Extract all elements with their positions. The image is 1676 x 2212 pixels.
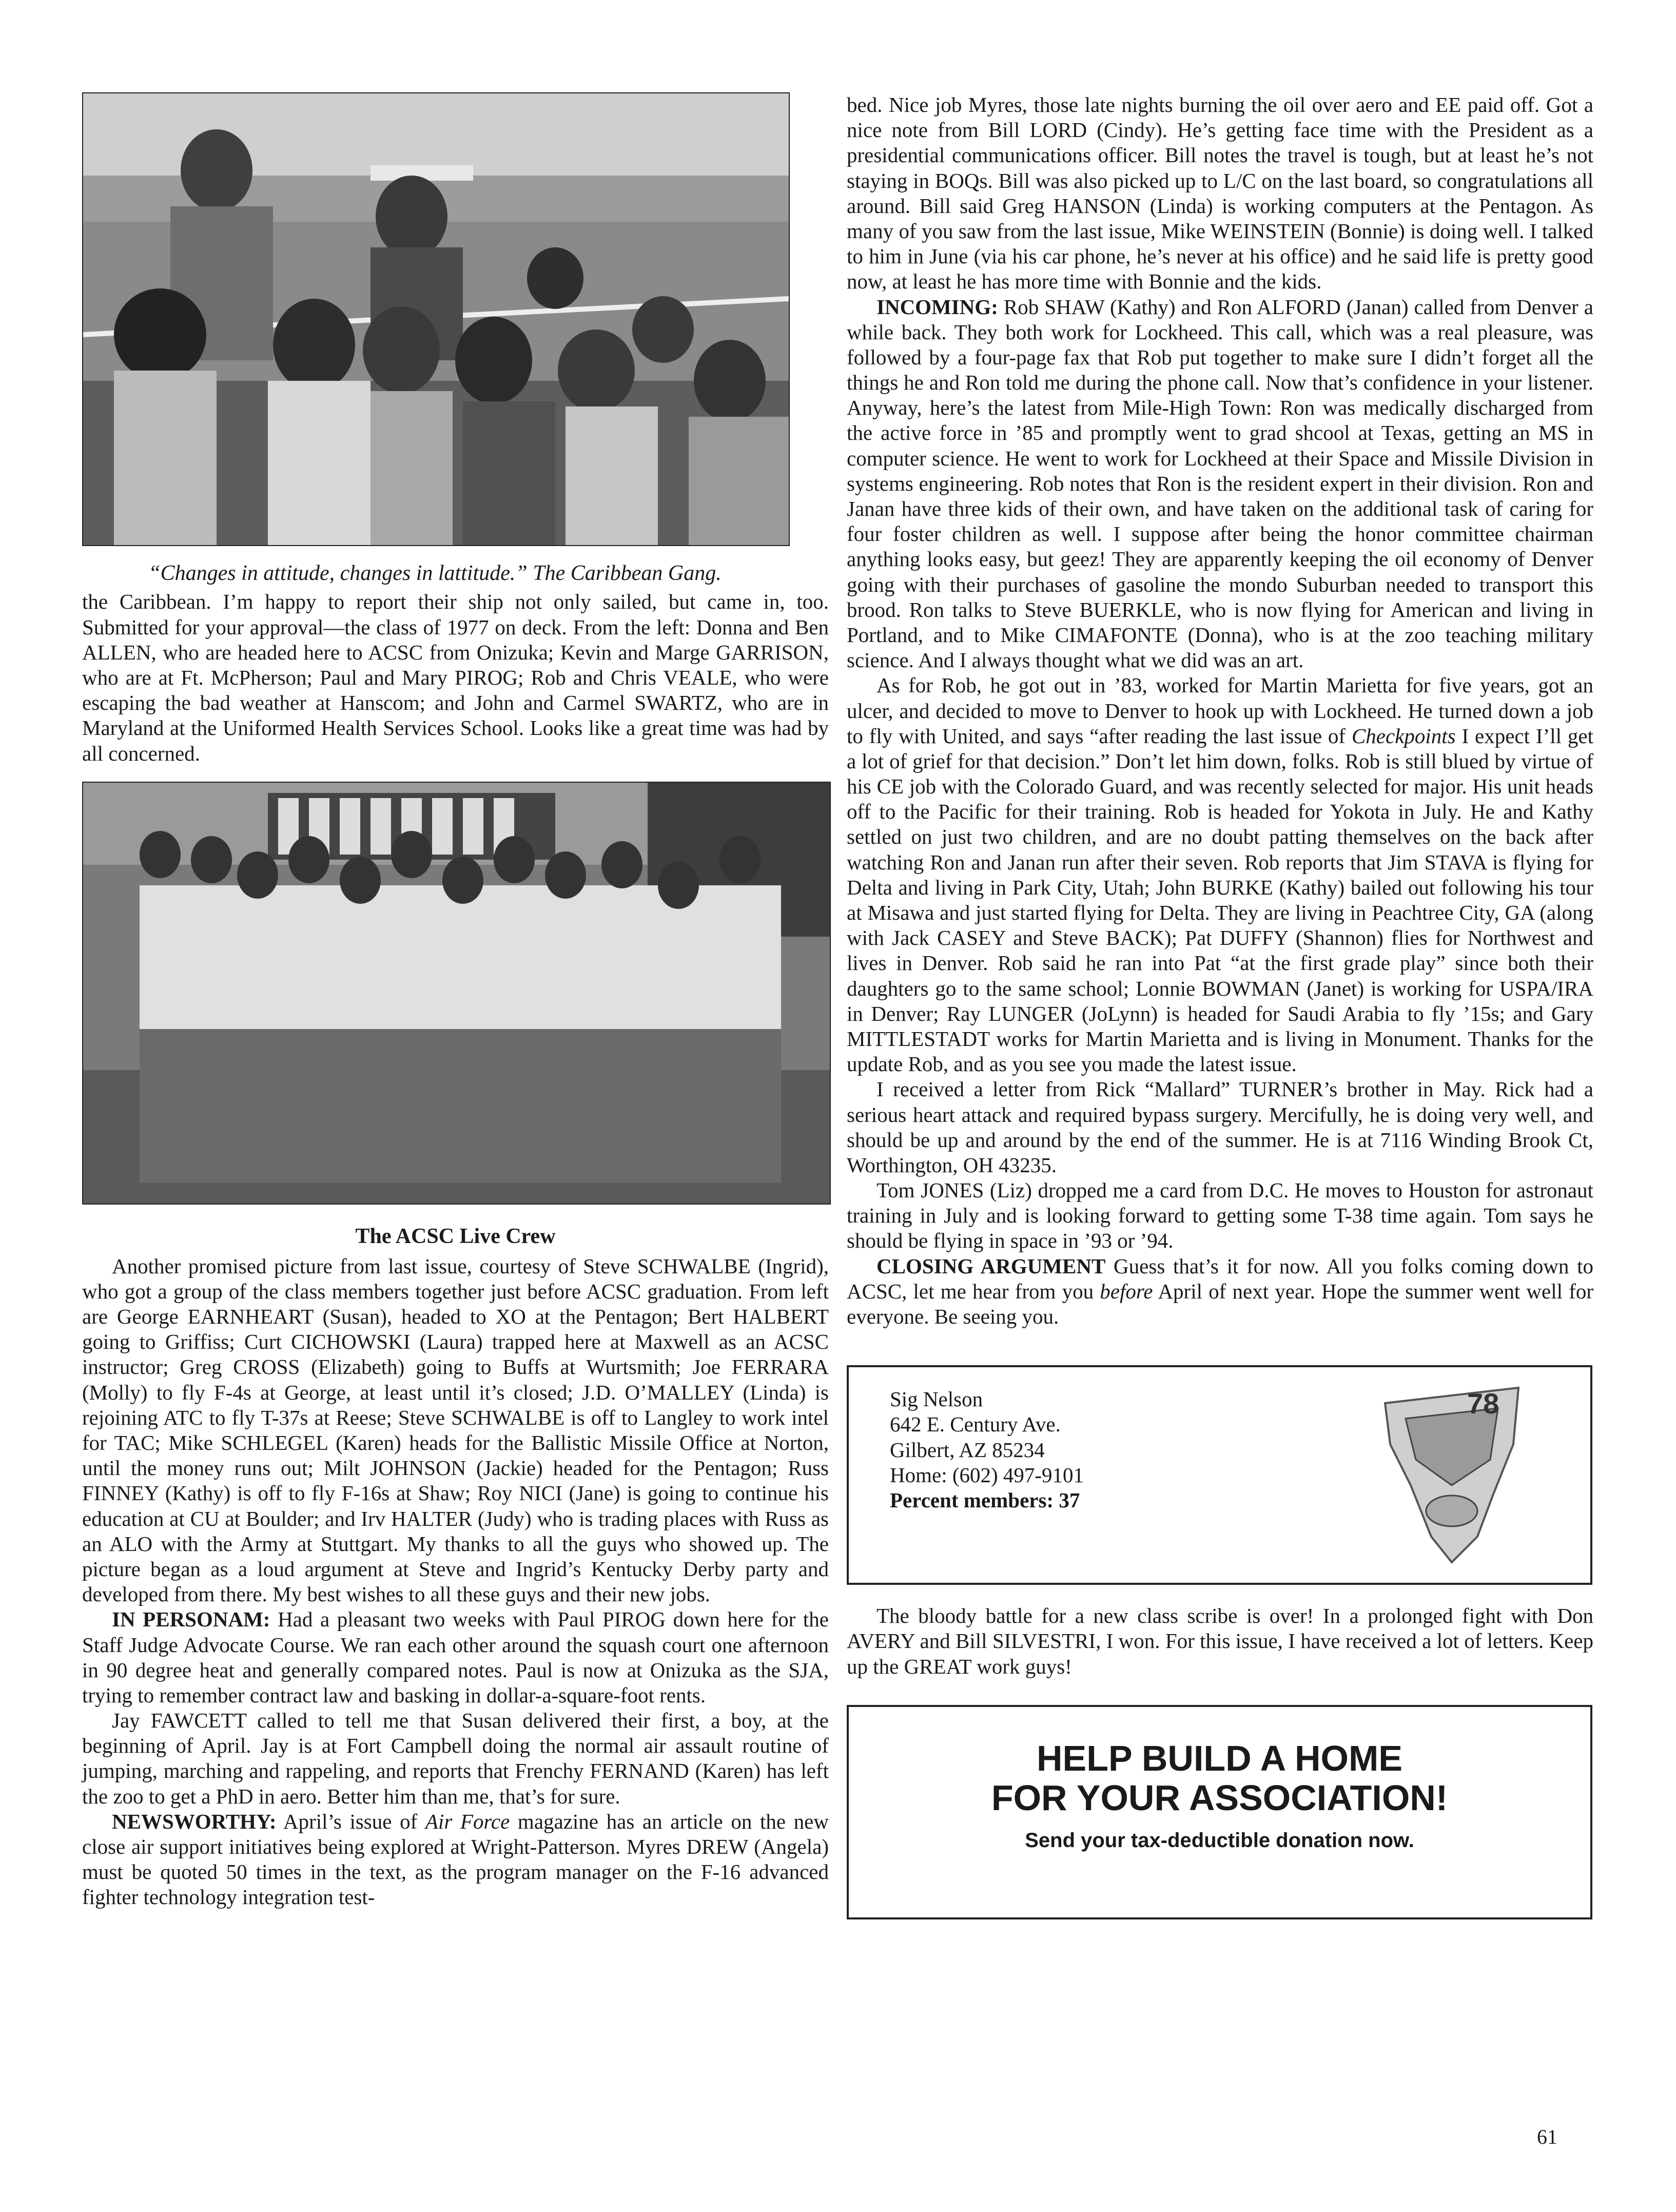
in-personam-heading: IN PERSONAM: bbox=[112, 1607, 270, 1632]
caribbean-paragraph: the Caribbean. I’m happy to report their ship not only sailed, but came in, too. Submitted for your approval—the class of 1977 on deck. From the left: Donna and Ben ALLEN, who are headed here to ACSC from Onizuka; Kevin and Marge GARRISON, who are at Ft. McPherson; Paul and Mary PIROG; Rob and Chris VEALE, who were escaping the bad weather at Hanscom; and John and Carmel SWARTZ, who are in Maryland at the Uniformed Health Services School. Looks like a great time was had by all concerned. bbox=[82, 590, 829, 765]
rob-text-a: As for Rob, he got out in ’83, worked for Martin Marietta for five years, got an ulcer, and decided to move to Denver to hook up with Lockheed. He turned down a job to fly with United, and says “after reading the last issue of bbox=[847, 673, 1593, 748]
scribe-address-box bbox=[847, 1365, 1592, 1585]
newsworthy-heading: NEWSWORTHY: bbox=[112, 1809, 277, 1833]
continued-paragraph: bed. Nice job Myres, those late nights burning the oil over aero and EE paid off. Got a nice note from Bill LORD (Cindy). He’s getting face time with the President as a presidential communications officer. Bill notes the travel is tough, but at least he’s not staying in BOQs. Bill was also picked up to L/C on the last board, so congratulations all around. Bill said Greg HANSON (Linda) is working computers at the Pentagon. As many of you saw from the last issue, Mike WEINSTEIN (Bonnie) is doing well. I talked to him in June (via his car phone, he’s never at his office) and he said life is pretty good now, at least he has more time with Bonnie and the kids. bbox=[847, 93, 1593, 294]
in-personam-text: Had a pleasant two weeks with Paul PIROG down here for the Staff Judge Advocate Course. We ran each other around the squash court one afternoon in 90 degree heat and generally compared notes. Paul is now at Onizuka as the SJA, trying to remember contract law and basking in dollar-a-square-foot rents. bbox=[82, 1607, 829, 1707]
newsworthy-paragraph bbox=[82, 1809, 829, 1910]
incoming-paragraph bbox=[847, 295, 1593, 673]
jones-paragraph: Tom JONES (Liz) dropped me a card from D.C. He moves to Houston for astronaut training in July and is looking forward to getting some T-38 time again. Tom says he should be flying in space in ’93 or ’94. bbox=[847, 1178, 1593, 1253]
page-number: 61 bbox=[1537, 2125, 1557, 2148]
percent-members: Percent members: 37 bbox=[890, 1488, 1080, 1512]
scribe-address bbox=[890, 1387, 1084, 1513]
ad-headline-line2: FOR YOUR ASSOCIATION! bbox=[991, 1777, 1448, 1818]
closing-text-a: Guess that’s it for now. All you folks coming down to ACSC, let me hear from you bbox=[847, 1254, 1593, 1303]
crest-year: 78 bbox=[1467, 1387, 1499, 1420]
in-personam-paragraph bbox=[82, 1607, 829, 1708]
left-column bbox=[82, 92, 829, 1910]
newsworthy-text-b: magazine has an article on the new close air support initiatives being explored at Wright-Patterson. Myres DREW (Angela) must be quoted 50 times in the text, as the program manager on the F-16 advanced fighter technology integration test- bbox=[82, 1809, 829, 1909]
photo1-caption: “Changes in attitude, changes in lattitude.” The Caribbean Gang. bbox=[148, 561, 722, 585]
rob-paragraph bbox=[847, 673, 1593, 1077]
before-emphasis: before bbox=[1100, 1279, 1153, 1303]
caribbean-photo-image bbox=[83, 93, 789, 545]
photo2-caption: The ACSC Live Crew bbox=[355, 1224, 556, 1248]
scribe-note: The bloody battle for a new class scribe is over! In a prolonged fight with Don AVERY and Bill SILVESTRI, I won. For this issue, I have received a lot of letters. Keep up the GREAT work guys! bbox=[847, 1604, 1593, 1678]
scribe-street: 642 E. Century Ave. bbox=[890, 1412, 1061, 1437]
acsc-photo-image bbox=[83, 783, 830, 1204]
rob-text-b: I expect I’ll get a lot of grief for that decision.” Don’t let him down, folks. Rob is still blued by virtue of his CE job with the Colorado Guard, and was recently selected for major. His unit heads off to the Pacific for their training. Rob is headed for Yokota in July. He and Kathy settled on just two children, and are no doubt patting themselves on the back after watching Ron and Janan run after their seven. Rob reports that Jim STAVA is flying for Delta and living in Park City, Utah; John BURKE (Kathy) bailed out following his tour at Misawa and just started flying for Delta. They are living in Peachtree City, GA (along with Jack CASEY and Steve BACK); Pat DUFFY (Shannon) flies for Northwest and lives in Denver. Rob said he ran into Pat “at the first grade play” since both their daughters go to the same school; Lonnie BOWMAN (Janet) is working for USPA/IRA in Denver; Ray LUNGER (JoLynn) is headed for Saudi Arabia to fly ’15s; and Gary MITTLESTADT works for Martin Marietta and is living in Monument. Thanks for the update Rob, and as you see you made the latest issue. bbox=[847, 724, 1593, 1076]
ad-subline: Send your tax-deductible donation now. bbox=[1025, 1829, 1414, 1852]
scribe-name: Sig Nelson bbox=[890, 1387, 983, 1411]
right-column bbox=[847, 92, 1593, 1919]
closing-heading: CLOSING ARGUMENT bbox=[876, 1254, 1106, 1278]
scribe-phone: Home: (602) 497-9101 bbox=[890, 1463, 1084, 1487]
turner-paragraph: I received a letter from Rick “Mallard” TURNER’s brother in May. Rick had a serious heart attack and required bypass surgery. Mercifully, he is doing very well, and should be up and around by the end of the summer. He is at 7116 Winding Brook Ct, Worthington, OH 43235. bbox=[847, 1077, 1593, 1177]
incoming-heading: INCOMING: bbox=[876, 295, 998, 319]
donation-ad-box bbox=[847, 1705, 1592, 1919]
acsc-crew-photo bbox=[82, 782, 831, 1205]
closing-text-b: April of next year. Hope the summer went well for everyone. Be seeing you. bbox=[847, 1279, 1593, 1328]
checkpoints-title: Checkpoints bbox=[1351, 724, 1456, 748]
newsworthy-text-a: April’s issue of bbox=[276, 1809, 425, 1833]
ad-headline-line1: HELP BUILD A HOME bbox=[1037, 1738, 1402, 1778]
scribe-city: Gilbert, AZ 85234 bbox=[890, 1438, 1045, 1462]
acsc-crew-paragraph: Another promised picture from last issue, courtesy of Steve SCHWALBE (Ingrid), who got a group of the class members together just before ACSC graduation. From left are George EARNHEART (Susan), headed to XO at the Pentagon; Bert HALBERT going to Griffiss; Curt CICHOWSKI (Laura) trapped here at Maxwell as an ACSC instructor; Greg CROSS (Elizabeth) going to Buffs at Wurtsmith; Joe FERRARA (Molly) to fly F-4s at George, at least until it’s closed; J.D. O’MALLEY (Linda) is rejoining ATC to fly T-37s at Reese; Steve SCHWALBE is off to Langley to work intel for TAC; Mike SCHLEGEL (Karen) heads for the Ballistic Missile Office at Norton, until the money runs out; Milt JOHNSON (Jackie) headed for the Pentagon; Russ FINNEY (Kathy) is off to fly F-16s at Shaw; Roy NICI (Jane) is going to continue his education at CU at Boulder; and Irv HALTER (Judy) who is trading places with Russ as an ALO with the Army at Stuttgart. My thanks to all the guys who showed up. The picture began as a loud argument at Steve and Ingrid’s Kentucky Derby party and developed from there. My best wishes to all these guys and their new jobs. bbox=[82, 1254, 829, 1606]
caribbean-group-photo bbox=[82, 92, 790, 546]
fawcett-paragraph: Jay FAWCETT called to tell me that Susan delivered their first, a boy, at the beginning of April. Jay is at Fort Campbell doing the normal air assault routine of jumping, marching and rappeling, and reports that Frenchy FERNAND (Karen) has left the zoo to get a PhD in aero. Better him than me, that’s for sure. bbox=[82, 1709, 829, 1808]
air-force-magazine-title: Air Force bbox=[425, 1809, 510, 1833]
class-crest-icon bbox=[1375, 1383, 1529, 1567]
closing-paragraph bbox=[847, 1254, 1593, 1330]
incoming-text: Rob SHAW (Kathy) and Ron ALFORD (Janan) called from Denver a while back. They both work for Lockheed. This call, which was a real pleasure, was followed by a four-page fax that Rob put together to make sure I didn’t forget all the things he and Ron told me during the phone call. Now that’s confidence in your listener. Anyway, here’s the latest from Mile-High Town: Ron was medically discharged from the active force in ’85 and promptly went to grad shcool at Texas, getting an MS in computer science. He went to work for Lockheed at their Space and Missile Division in systems engineering. Rob notes that Ron is the resident expert in their division. Ron and Janan have three kids of their own, and have taken on the additional task of caring for four foster children as well. I suppose after being the honor committee chairman anything looks easy, but geez! They are apparently keeping the oil economy of Denver going with their purchases of gasoline the mondo Suburban needed to transport this brood. Ron talks to Steve BUERKLE, who is now flying for American and living in Portland, and to Mike CIMAFONTE (Donna), who is at the zoo teaching military science. And I always thought what we did was an art. bbox=[847, 295, 1593, 672]
